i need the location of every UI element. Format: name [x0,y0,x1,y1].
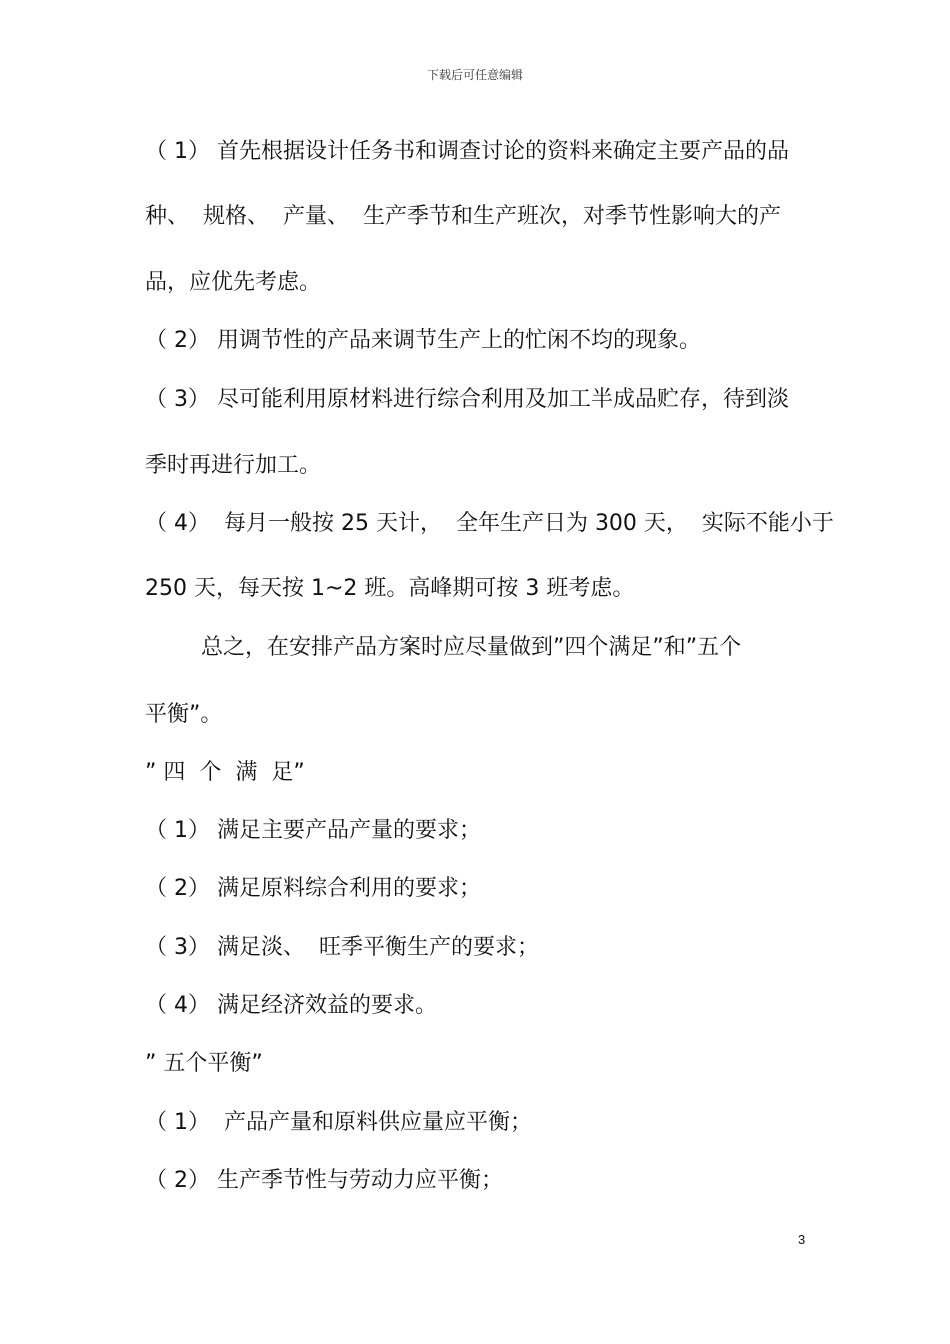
body-line-8: 250 天，每天按 1~2 班。高峰期可按 3 班考虑。 [145,576,635,601]
body-line-2: 种、 规格、 产量、 生产季节和生产班次，对季节性影响大的产 [145,204,781,229]
body-line-5: （ 3） 尽可能利用原材料进行综合利用及加工半成品贮存，待到淡 [145,387,789,412]
body-line-9: 总之，在安排产品方案时应尽量做到”四个满足”和”五个 [145,635,742,660]
body-line-17: （ 1） 产品产量和原料供应量应平衡； [145,1110,532,1135]
section-heading-five-balances: ” 五个平衡” [145,1051,263,1076]
body-line-18: （ 2） 生产季节性与劳动力应平衡； [145,1168,503,1193]
body-line-3: 品，应优先考虑。 [145,270,322,295]
body-line-7: （ 4） 每月一般按 25 天计， 全年生产日为 300 天， 实际不能小于 [145,511,834,536]
body-line-13: （ 2） 满足原料综合利用的要求； [145,876,481,901]
body-line-12: （ 1） 满足主要产品产量的要求； [145,818,481,843]
section-heading-four-satisfactions: ” 四 个 满 足” [145,760,305,785]
body-line-1: （ 1） 首先根据设计任务书和调查讨论的资料来确定主要产品的品 [145,139,789,164]
header-note: 下载后可任意编辑 [426,68,523,82]
body-line-4: （ 2） 用调节性的产品来调节生产上的忙闲不均的现象。 [145,328,701,353]
body-line-6: 季时再进行加工。 [145,453,322,478]
body-line-14: （ 3） 满足淡、 旺季平衡生产的要求； [145,935,539,960]
body-line-10: 平衡”。 [145,702,223,727]
body-line-15: （ 4） 满足经济效益的要求。 [145,993,437,1018]
page-number: 3 [798,1232,806,1247]
